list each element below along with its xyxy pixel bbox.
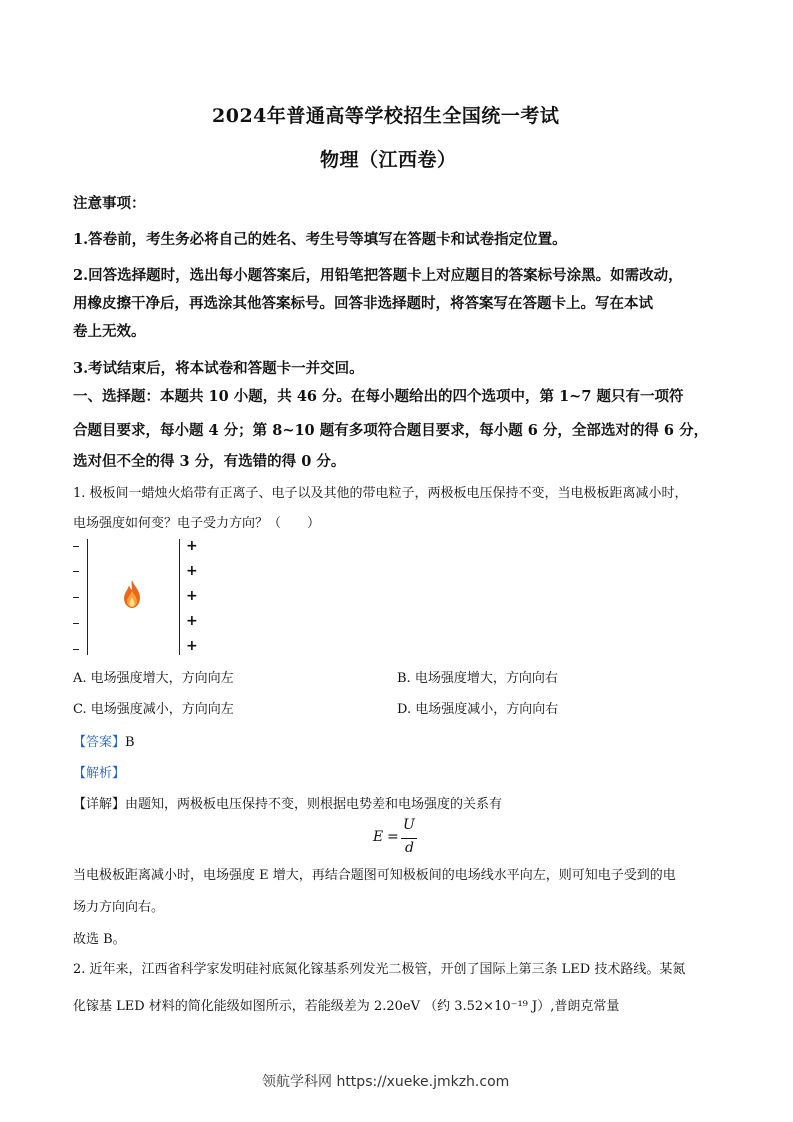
right-plate [179,539,180,655]
answer-tag: 【答案】 [73,735,126,750]
fraction-bar [401,838,417,839]
q2-stem-line2: 化镓基 LED 材料的简化能级如图所示，若能级差为 2.20eV （约 3.52×10⁻¹⁹ J）,普朗克常量 [73,999,620,1014]
minus-sign [73,649,79,650]
minus-sign [73,623,79,624]
flame-icon [122,579,142,609]
answer-value: B [125,735,135,750]
notice-item-1: 1.答卷前，考生务必将自己的姓名、考生号等填写在答题卡和试卷指定位置。 [73,231,567,248]
q1-option-a[interactable]: A. 电场强度增大，方向向左 [73,671,234,686]
detail-line1 [73,793,502,812]
formula-lhs: E [373,829,384,845]
conclusion: 故选 B。 [73,932,126,947]
formula [370,817,430,861]
footer-watermark: 领航学科网 https://xueke.jmkzh.com [262,1074,510,1090]
formula-eq: = [387,829,399,845]
left-plate [87,539,88,655]
plus-sign: + [186,613,198,629]
notice-item-2-line1: 2.回答选择题时，选出每小题答案后，用铅笔把答题卡上对应题目的答案标号涂黑。如需改动， [73,267,683,284]
formula-denominator: d [405,840,414,856]
exam-subtitle: 物理（江西卷） [320,149,457,171]
exam-title: 2024年普通高等学校招生全国统一考试 [212,105,560,127]
minus-sign [73,571,79,572]
q1-option-d[interactable]: D. 电场强度减小，方向向右 [397,702,559,717]
detail-text: 由题知，两极板电压保持不变，则根据电势差和电场强度的关系有 [125,797,503,812]
minus-sign [73,597,79,598]
minus-sign [73,546,79,547]
analysis-tag: 【解析】 [73,766,126,781]
notice-item-2-line2: 用橡皮擦干净后，再选涂其他答案标号。回答非选择题时，将答案写在答题卡上。写在本试 [73,295,653,312]
plus-sign: + [186,588,198,604]
section-1-line1: 一、选择题：本题共 10 小题，共 46 分。在每小题给出的四个选项中，第 1~7 题只有一项符 [73,388,684,405]
detail-tag: 【详解】 [73,797,126,812]
section-1-line3: 选对但不全的得 3 分，有选错的得 0 分。 [73,453,346,470]
plus-sign: + [186,538,198,554]
notice-item-2-line3: 卷上无效。 [73,323,146,340]
answer-row [73,731,135,750]
q1-stem-line2: 电场强度如何变？电子受力方向？（ ） [73,516,321,531]
notice-item-3: 3.考试结束后，将本试卷和答题卡一并交回。 [73,360,364,377]
section-1-line2: 合题目要求，每小题 4 分；第 8~10 题有多项符合题目要求，每小题 6 分，全部选对的得 6 分， [73,422,709,439]
plus-sign: + [186,563,198,579]
q1-option-c[interactable]: C. 电场强度减小，方向向左 [73,702,234,717]
detail-line3: 场力方向向右。 [73,900,165,915]
q1-option-b[interactable]: B. 电场强度增大，方向向右 [397,671,558,686]
formula-numerator: U [403,817,415,833]
plus-sign: + [186,638,198,654]
notice-heading: 注意事项： [73,195,146,212]
capacitor-figure [70,535,210,657]
q2-stem-line1: 2. 近年来，江西省科学家发明硅衬底氮化镓基系列发光二极管，开创了国际上第三条 LED 技术路线。某氮 [73,962,686,977]
q1-stem-line1: 1. 极板间一蜡烛火焰带有正离子、电子以及其他的带电粒子，两极板电压保持不变，当电极板距离减小时， [73,486,688,501]
detail-line2: 当电极板距离减小时，电场强度 E 增大，再结合题图可知极板间的电场线水平向左，则可知电子受到的电 [73,868,676,883]
